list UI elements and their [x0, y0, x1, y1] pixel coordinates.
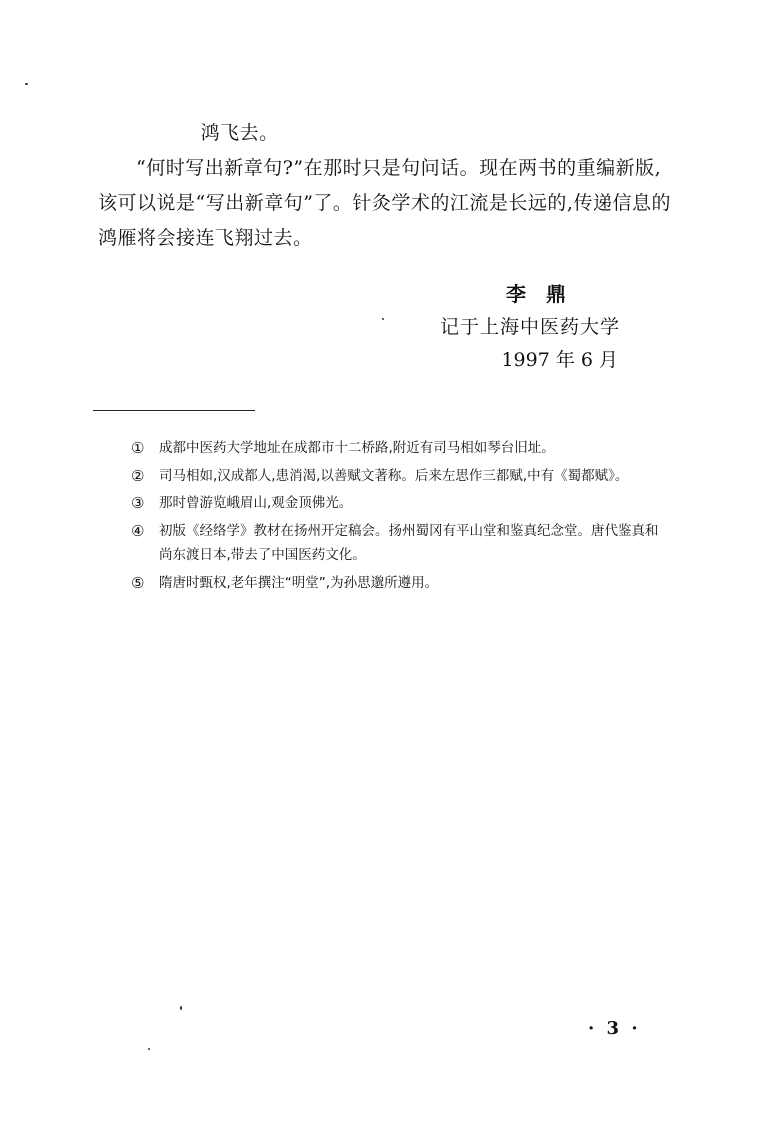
author-name: 李鼎: [506, 282, 586, 306]
footnote-number: ③: [131, 494, 145, 512]
footnote-item: [131, 491, 665, 516]
footnote-text: 司马相如,汉成都人,患消渴,以善赋文著称。后来左思作三都赋,中有《蜀都赋》。: [159, 467, 629, 484]
footnote-text: 成都中医药大学地址在成都市十二桥路,附近有司马相如琴台旧址。: [159, 440, 555, 456]
signature-date: 1997 年 6 月: [501, 349, 618, 371]
scan-speck: [382, 318, 384, 320]
footnote-text: 隋唐时甄权,老年撰注“明堂”,为孙思邈所遵用。: [159, 574, 439, 591]
body-paragraph: “何时写出新章句?”在那时只是句问话。现在两书的重编新版,该可以说是“写出新章句”了。针灸学术的江流是长远的,传递信息的鸿雁将会接连飞翔过去。: [98, 157, 671, 249]
signature-place: 记于上海中医药大学: [439, 316, 620, 338]
scan-speck: [25, 83, 28, 85]
footnote-number: ⑤: [131, 573, 145, 592]
scan-speck: [148, 1048, 150, 1050]
footnote-text: 那时曾游览峨眉山,观金顶佛光。: [159, 495, 353, 511]
footnote-number: ②: [131, 466, 145, 485]
footnote-item: [131, 464, 665, 489]
footnote-item: [131, 571, 665, 596]
scan-speck: [180, 1006, 182, 1010]
footnote-text: 初版《经络学》教材在扬州开定稿会。扬州蜀冈有平山堂和鉴真纪念堂。唐代鉴真和尚东渡日本,带去了中国医药文化。: [159, 522, 659, 563]
footnote-divider: [93, 410, 255, 411]
signature-block: [440, 278, 620, 377]
body-text: [98, 116, 673, 256]
footnote-item: [131, 436, 665, 461]
continuation-line: 鸿飞去。: [200, 122, 279, 144]
footnote-number: ④: [131, 521, 145, 540]
footnote-number: ①: [131, 439, 145, 457]
footnote-item: [131, 519, 665, 568]
page-number: · 3 ·: [588, 1018, 641, 1039]
footnotes-list: [131, 436, 665, 595]
